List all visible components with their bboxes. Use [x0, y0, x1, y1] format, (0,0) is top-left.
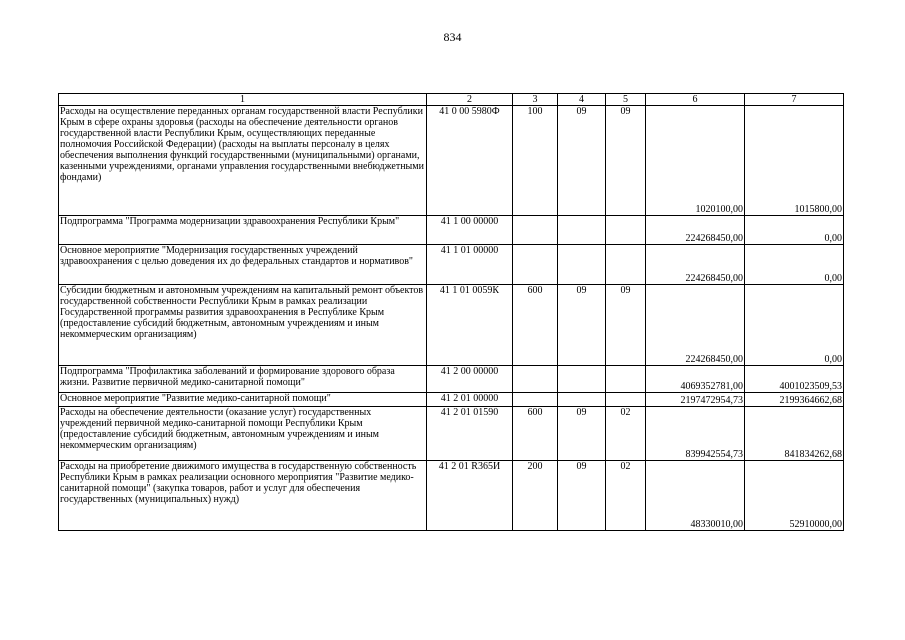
amount-year-2: 0,00: [745, 285, 844, 366]
subsection-code: 09: [606, 106, 646, 216]
subsection-code: [606, 245, 646, 285]
section-code: [558, 366, 606, 393]
subsection-code: 02: [606, 407, 646, 461]
target-article-code: 41 2 01 00000: [427, 393, 513, 407]
table-row: [59, 407, 844, 461]
section-code: [558, 245, 606, 285]
expense-type-code: 200: [513, 461, 558, 531]
column-number-3: 3: [513, 94, 558, 106]
expense-name: Расходы на обеспечение деятельности (оказание услуг) государственных учреждений первичной медико-санитарной помощи Республики Крым (предоставление субсидий бюджетным, автономным учреждениям и иным некоммерческим организациям): [59, 407, 427, 461]
table-row: [59, 106, 844, 216]
amount-year-1: 224268450,00: [646, 245, 745, 285]
column-number-7: 7: [745, 94, 844, 106]
budget-table-body: [59, 94, 844, 531]
expense-type-code: 600: [513, 285, 558, 366]
expense-type-code: [513, 366, 558, 393]
amount-year-1: 839942554,73: [646, 407, 745, 461]
amount-year-2: 841834262,68: [745, 407, 844, 461]
column-number-4: 4: [558, 94, 606, 106]
target-article-code: 41 2 00 00000: [427, 366, 513, 393]
expense-name: Расходы на осуществление переданных органам государственной власти Республики Крым в сфере охраны здоровья (расходы на обеспечение деятельности органов государственной власти Республики Крым, осуществляющих переданные полномочия Российской Федерации) (расходы на выплаты персоналу в целях обеспечения выполнения функций государственными (муниципальными) органами, казенными учреждениями, органами управления государственными внебюджетными фондами): [59, 106, 427, 216]
amount-year-2: 2199364662,68: [745, 393, 844, 407]
table-row: [59, 366, 844, 393]
target-article-code: 41 2 01 R365И: [427, 461, 513, 531]
table-row: [59, 285, 844, 366]
expense-name: Основное мероприятие "Модернизация государственных учреждений здравоохранения с целью доведения их до федеральных стандартов и нормативов": [59, 245, 427, 285]
target-article-code: 41 1 01 0059К: [427, 285, 513, 366]
subsection-code: [606, 216, 646, 245]
subsection-code: [606, 366, 646, 393]
target-article-code: 41 2 01 01590: [427, 407, 513, 461]
section-code: 09: [558, 285, 606, 366]
column-number-1: 1: [59, 94, 427, 106]
table-row: [59, 393, 844, 407]
target-article-code: 41 1 00 00000: [427, 216, 513, 245]
amount-year-2: 0,00: [745, 216, 844, 245]
table-row: [59, 245, 844, 285]
expense-name: Основное мероприятие "Развитие медико-санитарной помощи": [59, 393, 427, 407]
target-article-code: 41 1 01 00000: [427, 245, 513, 285]
expense-type-code: [513, 393, 558, 407]
column-number-row: [59, 94, 844, 106]
page-number: 834: [443, 30, 462, 44]
amount-year-2: 1015800,00: [745, 106, 844, 216]
budget-table: [58, 93, 844, 531]
section-code: [558, 216, 606, 245]
expense-type-code: [513, 245, 558, 285]
expense-name: Подпрограмма "Программа модернизации здравоохранения Республики Крым": [59, 216, 427, 245]
subsection-code: [606, 393, 646, 407]
subsection-code: 09: [606, 285, 646, 366]
amount-year-1: 224268450,00: [646, 216, 745, 245]
amount-year-1: 48330010,00: [646, 461, 745, 531]
section-code: [558, 393, 606, 407]
section-code: 09: [558, 407, 606, 461]
subsection-code: 02: [606, 461, 646, 531]
amount-year-1: 224268450,00: [646, 285, 745, 366]
column-number-6: 6: [646, 94, 745, 106]
expense-name: Расходы на приобретение движимого имущества в государственную собственность Республики Крым в рамках реализации основного мероприятия "Развитие медико-санитарной помощи" (закупка товаров, работ и услуг для обеспечения государственных (муниципальных) нужд): [59, 461, 427, 531]
amount-year-1: 1020100,00: [646, 106, 745, 216]
table-row: [59, 216, 844, 245]
column-number-5: 5: [606, 94, 646, 106]
expense-type-code: [513, 216, 558, 245]
target-article-code: 41 0 00 5980Ф: [427, 106, 513, 216]
section-code: 09: [558, 106, 606, 216]
amount-year-1: 4069352781,00: [646, 366, 745, 393]
expense-type-code: 100: [513, 106, 558, 216]
section-code: 09: [558, 461, 606, 531]
amount-year-1: 2197472954,73: [646, 393, 745, 407]
table-row: [59, 461, 844, 531]
expense-name: Подпрограмма "Профилактика заболеваний и формирование здорового образа жизни. Развитие первичной медико-санитарной помощи": [59, 366, 427, 393]
amount-year-2: 0,00: [745, 245, 844, 285]
column-number-2: 2: [427, 94, 513, 106]
expense-name: Субсидии бюджетным и автономным учреждениям на капитальный ремонт объектов государственной собственности Республики Крым в рамках реализации Государственной программы развития здравоохранения в Республике Крым (предоставление субсидий бюджетным, автономным учреждениям и иным некоммерческим организациям): [59, 285, 427, 366]
amount-year-2: 52910000,00: [745, 461, 844, 531]
expense-type-code: 600: [513, 407, 558, 461]
amount-year-2: 4001023509,53: [745, 366, 844, 393]
